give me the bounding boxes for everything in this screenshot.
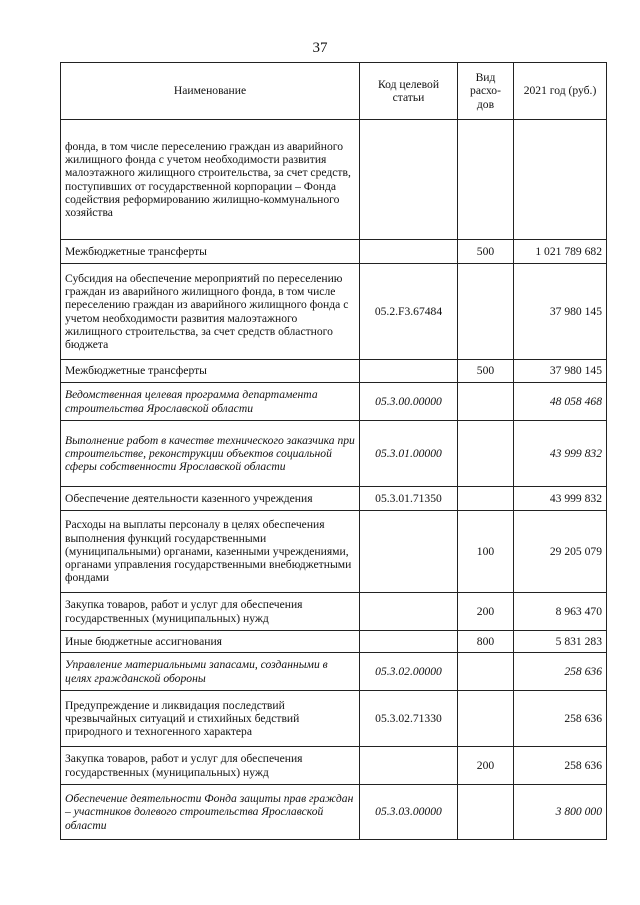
table-row — [61, 240, 607, 264]
table-row — [61, 653, 607, 691]
row-amount: 29 205 079 — [514, 511, 607, 593]
row-amount: 37 980 145 — [514, 264, 607, 360]
row-name: Обеспечение деятельности казенного учреждения — [61, 487, 360, 511]
table-row — [61, 421, 607, 487]
table-row — [61, 120, 607, 240]
row-code: 05.3.02.00000 — [360, 653, 458, 691]
row-type: 500 — [458, 360, 514, 383]
row-name: Обеспечение деятельности Фонда защиты прав граждан – участников долевого строительства Ярославской области — [61, 785, 360, 840]
row-code — [360, 631, 458, 653]
row-amount: 5 831 283 — [514, 631, 607, 653]
row-code: 05.3.01.00000 — [360, 421, 458, 487]
header-type: Вид расхо-дов — [458, 63, 514, 120]
row-type — [458, 120, 514, 240]
row-type: 200 — [458, 593, 514, 631]
row-type — [458, 785, 514, 840]
row-code — [360, 511, 458, 593]
table-row — [61, 593, 607, 631]
row-amount: 258 636 — [514, 691, 607, 747]
budget-table — [60, 62, 607, 840]
table-row — [61, 264, 607, 360]
row-type — [458, 691, 514, 747]
row-name: Выполнение работ в качестве технического заказчика при строительстве, реконструкции объектов социальной сферы собственности Ярославской области — [61, 421, 360, 487]
row-code — [360, 360, 458, 383]
row-type — [458, 264, 514, 360]
table-row — [61, 631, 607, 653]
header-amount: 2021 год (руб.) — [514, 63, 607, 120]
row-amount — [514, 120, 607, 240]
header-name: Наименование — [61, 63, 360, 120]
row-code: 05.3.00.00000 — [360, 383, 458, 421]
row-type: 200 — [458, 747, 514, 785]
row-type: 800 — [458, 631, 514, 653]
row-code — [360, 593, 458, 631]
row-type — [458, 383, 514, 421]
row-code: 05.3.03.00000 — [360, 785, 458, 840]
row-name: Иные бюджетные ассигнования — [61, 631, 360, 653]
row-amount: 1 021 789 682 — [514, 240, 607, 264]
row-amount: 3 800 000 — [514, 785, 607, 840]
header-code: Код целевой статьи — [360, 63, 458, 120]
row-name: Закупка товаров, работ и услуг для обеспечения государственных (муниципальных) нужд — [61, 747, 360, 785]
row-type — [458, 653, 514, 691]
row-name: Субсидия на обеспечение мероприятий по переселению граждан из аварийного жилищного фонда, в том числе переселению граждан из аварийного жилищного фонда с учетом необходимости развития малоэтажного жилищного строительства, за счет средств областного бюджета — [61, 264, 360, 360]
table-header-row — [61, 63, 607, 120]
table-row — [61, 691, 607, 747]
table-row — [61, 785, 607, 840]
table-row — [61, 383, 607, 421]
row-name: фонда, в том числе переселению граждан из аварийного жилищного фонда с учетом необходимости развития малоэтажного жилищного строительства, за счет средств, поступивших от государственной корпорации – Фонда содействия реформированию жилищно-коммунального хозяйства — [61, 120, 360, 240]
row-name: Ведомственная целевая программа департамента строительства Ярославской области — [61, 383, 360, 421]
row-amount: 8 963 470 — [514, 593, 607, 631]
table-row — [61, 487, 607, 511]
row-code — [360, 120, 458, 240]
row-name: Межбюджетные трансферты — [61, 360, 360, 383]
row-amount: 43 999 832 — [514, 421, 607, 487]
row-name: Управление материальными запасами, созданными в целях гражданской обороны — [61, 653, 360, 691]
row-code: 05.2.F3.67484 — [360, 264, 458, 360]
row-amount: 37 980 145 — [514, 360, 607, 383]
table-row — [61, 511, 607, 593]
row-type: 500 — [458, 240, 514, 264]
row-name: Закупка товаров, работ и услуг для обеспечения государственных (муниципальных) нужд — [61, 593, 360, 631]
row-code: 05.3.01.71350 — [360, 487, 458, 511]
page-number: 37 — [312, 40, 328, 56]
row-type — [458, 487, 514, 511]
row-code — [360, 240, 458, 264]
table-row — [61, 747, 607, 785]
row-name: Межбюджетные трансферты — [61, 240, 360, 264]
row-amount: 48 058 468 — [514, 383, 607, 421]
row-code — [360, 747, 458, 785]
row-amount: 258 636 — [514, 653, 607, 691]
row-type: 100 — [458, 511, 514, 593]
row-code: 05.3.02.71330 — [360, 691, 458, 747]
row-type — [458, 421, 514, 487]
row-amount: 43 999 832 — [514, 487, 607, 511]
row-name: Расходы на выплаты персоналу в целях обеспечения выполнения функций государственными (муниципальными) органами, казенными учреждениями, органами управления государственными внебюджетными фондами — [61, 511, 360, 593]
table-row — [61, 360, 607, 383]
row-name: Предупреждение и ликвидация последствий чрезвычайных ситуаций и стихийных бедствий природного и техногенного характера — [61, 691, 360, 747]
row-amount: 258 636 — [514, 747, 607, 785]
